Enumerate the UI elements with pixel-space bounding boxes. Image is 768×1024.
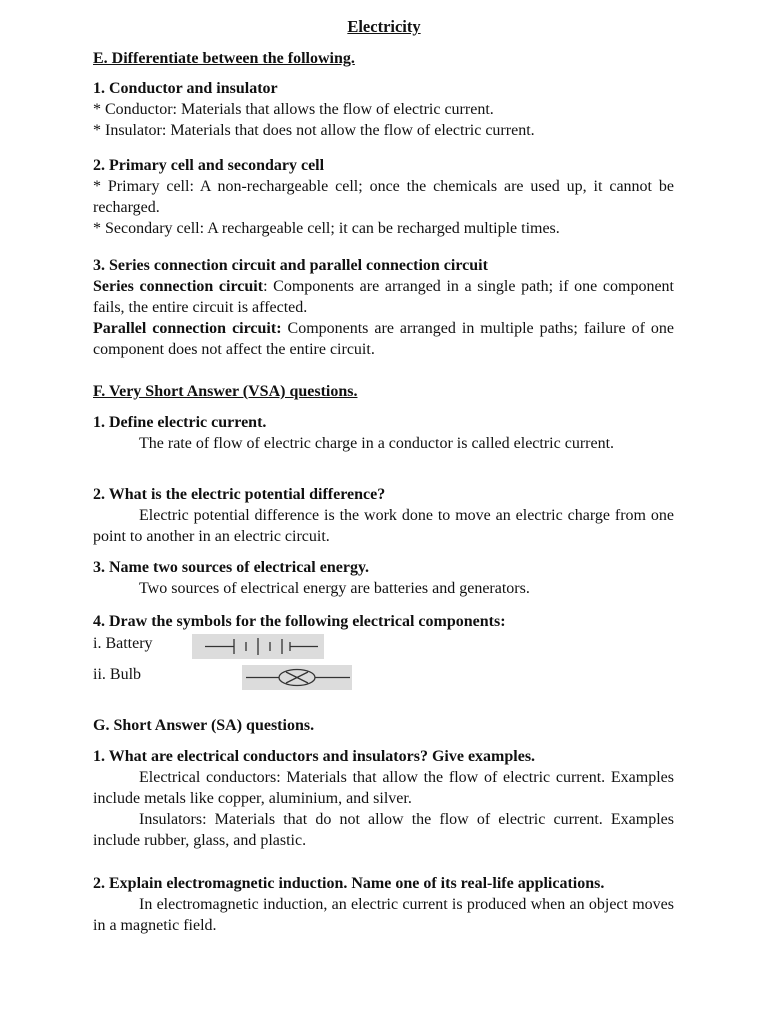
bulb-symbol-icon xyxy=(242,665,352,690)
secondary-cell-line: * Secondary cell: A rechargeable cell; it can be recharged multiple times. xyxy=(93,220,560,237)
g-q1-answer-conductors: Electrical conductors: Materials that allow the flow of electric current. Examples include metals like copper, aluminium, and silver. xyxy=(93,769,674,807)
bulb-symbol-image xyxy=(242,665,352,690)
f-q2-answer: Electric potential difference is the work done to move an electric charge from one point to another in an electric circuit. xyxy=(93,507,674,545)
q3-title: 3. Series connection circuit and parallel connection circuit xyxy=(93,257,488,274)
conductor-line: * Conductor: Materials that allows the flow of electric current. xyxy=(93,101,494,118)
bulb-label: ii. Bulb xyxy=(93,666,142,683)
section-e-q2 xyxy=(93,155,674,239)
q1-title: 1. Conductor and insulator xyxy=(93,80,278,97)
f-q1-question: 1. Define electric current. xyxy=(93,414,267,431)
parallel-term: Parallel connection circuit: xyxy=(93,320,282,337)
section-e-q1 xyxy=(93,78,674,141)
f-q3-question: 3. Name two sources of electrical energy. xyxy=(93,559,370,576)
g-q1-question: 1. What are electrical conductors and insulators? Give examples. xyxy=(93,748,536,765)
f-q1-answer: The rate of flow of electric charge in a conductor is called electric current. xyxy=(139,435,615,452)
battery-symbol-icon xyxy=(192,634,324,659)
battery-symbol-image xyxy=(192,634,324,659)
q2-title: 2. Primary cell and secondary cell xyxy=(93,157,325,174)
page-title: Electricity xyxy=(347,17,421,36)
series-term: Series connection circuit xyxy=(93,278,264,295)
section-f-q3 xyxy=(93,557,674,599)
section-e-q3 xyxy=(93,255,674,360)
g-q2-answer: In electromagnetic induction, an electric current is produced when an object moves in a magnetic field. xyxy=(93,896,674,934)
section-f-q1 xyxy=(93,412,674,454)
series-text: : Components are arranged in a single path; if one component fails, the entire circuit is affected. xyxy=(93,278,674,316)
section-f-heading: F. Very Short Answer (VSA) questions. xyxy=(93,383,358,400)
f-q3-answer: Two sources of electrical energy are batteries and generators. xyxy=(139,580,530,597)
parallel-definition xyxy=(93,318,674,360)
section-g-q1 xyxy=(93,746,674,851)
primary-cell-line: * Primary cell: A non-rechargeable cell; once the chemicals are used up, it cannot be recharged. xyxy=(93,178,674,216)
parallel-text: Components are arranged in multiple paths; failure of one component does not affect the entire circuit. xyxy=(93,320,674,358)
g-q1-answer-insulators: Insulators: Materials that do not allow the flow of electric current. Examples include rubber, glass, and plastic. xyxy=(93,811,674,849)
section-g-heading: G. Short Answer (SA) questions. xyxy=(93,717,315,734)
g-q2-question: 2. Explain electromagnetic induction. Name one of its real-life applications. xyxy=(93,875,605,892)
f-q4-question: 4. Draw the symbols for the following electrical components: xyxy=(93,613,506,630)
f-q2-question: 2. What is the electric potential difference? xyxy=(93,486,386,503)
section-g-q2 xyxy=(93,873,674,936)
battery-label: i. Battery xyxy=(93,635,153,652)
insulator-line: * Insulator: Materials that does not allow the flow of electric current. xyxy=(93,122,535,139)
section-f-q2 xyxy=(93,484,674,547)
section-e-heading: E. Differentiate between the following. xyxy=(93,50,355,67)
series-definition xyxy=(93,276,674,318)
